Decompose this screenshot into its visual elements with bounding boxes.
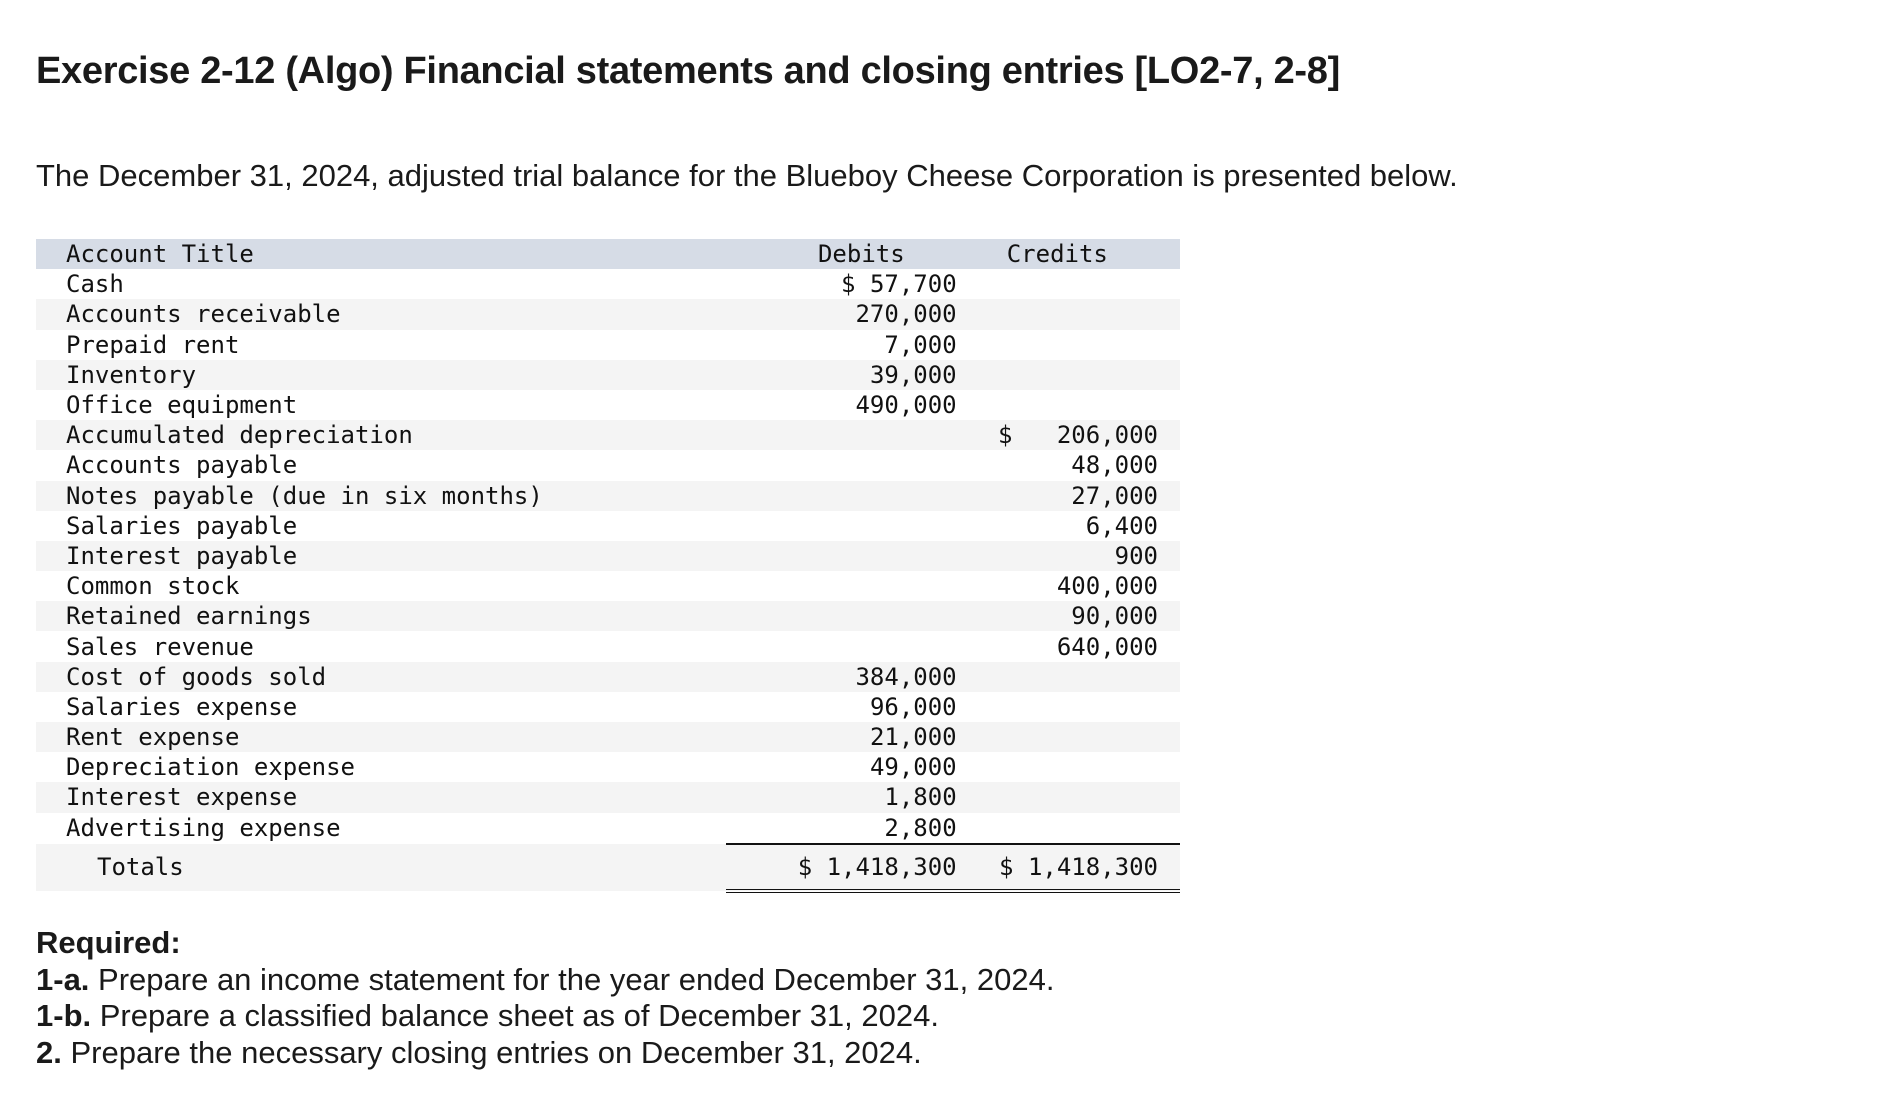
account-title-cell: Common stock	[66, 572, 240, 601]
totals-row	[36, 844, 1180, 891]
required-section	[36, 925, 1054, 1071]
debit-cell: 7,000	[884, 330, 957, 359]
required-item-text: Prepare a classified balance sheet as of December 31, 2024.	[99, 998, 939, 1033]
account-title-cell: Inventory	[66, 360, 197, 389]
credit-cell	[957, 782, 1180, 812]
table-row	[36, 511, 1180, 541]
required-heading: Required:	[36, 925, 181, 960]
table-row	[36, 601, 1180, 631]
credit-cell	[957, 722, 1180, 752]
debit-cell: 2,800	[884, 813, 957, 842]
credit-cell: 900	[1114, 541, 1158, 570]
table-row	[36, 481, 1180, 511]
debit-cell	[726, 541, 957, 571]
debit-cell: 39,000	[869, 360, 957, 389]
credit-value: 206,000	[1056, 421, 1158, 450]
account-title-cell: Accumulated depreciation	[66, 421, 413, 450]
debit-cell	[726, 481, 957, 511]
account-title-cell: Cost of goods sold	[66, 662, 327, 691]
credit-cell	[957, 692, 1180, 722]
credit-cell	[957, 299, 1180, 329]
debit-cell: 21,000	[869, 723, 957, 752]
account-title-cell: Prepaid rent	[66, 330, 240, 359]
credit-cell	[957, 752, 1180, 782]
exercise-intro: The December 31, 2024, adjusted trial balance for the Blueboy Cheese Corporation is presented below.	[36, 158, 1458, 193]
table-row	[36, 330, 1180, 360]
credit-cell: 48,000	[1071, 451, 1158, 480]
header-account-title: Account Title	[66, 240, 254, 269]
required-item-text: Prepare the necessary closing entries on December 31, 2024.	[70, 1034, 922, 1070]
table-row	[36, 722, 1180, 752]
debit-cell: 96,000	[869, 692, 957, 721]
debit-cell	[726, 601, 957, 631]
account-title-cell: Retained earnings	[66, 602, 312, 631]
table-row	[36, 390, 1180, 420]
credit-cell	[957, 360, 1180, 390]
totals-label: Totals	[97, 853, 184, 882]
debit-cell	[726, 631, 957, 661]
credit-cell	[957, 390, 1180, 420]
required-item-text: Prepare an income statement for the year ended December 31, 2024.	[98, 961, 1055, 997]
required-item-1b	[36, 998, 1054, 1035]
required-item-label: 2.	[36, 1034, 62, 1070]
account-title-cell: Accounts receivable	[66, 300, 341, 329]
table-header-row	[36, 239, 1180, 269]
debit-cell: 384,000	[855, 662, 957, 691]
account-title-cell: Depreciation expense	[66, 753, 355, 782]
totals-debit: $ 1,418,300	[726, 844, 957, 891]
debit-cell: $ 57,700	[841, 270, 957, 299]
table-row	[36, 782, 1180, 812]
debit-cell: 270,000	[855, 300, 957, 329]
table-row	[36, 692, 1180, 722]
table-row	[36, 571, 1180, 601]
credit-cell: 400,000	[1056, 572, 1158, 601]
table-row	[36, 541, 1180, 571]
table-row	[36, 631, 1180, 661]
required-item-1a	[36, 962, 1054, 999]
credit-cell	[957, 813, 1180, 844]
table-row	[36, 299, 1180, 329]
account-title-cell: Salaries expense	[66, 692, 298, 721]
table-row	[36, 813, 1180, 844]
account-title-cell: Salaries payable	[66, 511, 298, 540]
dollar-sign: $	[998, 421, 1013, 450]
header-debits: Debits	[817, 240, 905, 269]
account-title-cell: Advertising expense	[66, 814, 341, 843]
required-item-2	[36, 1035, 1054, 1072]
credit-cell	[957, 269, 1180, 299]
trial-balance-rows	[36, 269, 1180, 844]
exercise-title: Exercise 2-12 (Algo) Financial statements and closing entries [LO2-7, 2-8]	[36, 50, 1340, 92]
debit-cell: 1,800	[884, 783, 957, 812]
account-title-cell: Notes payable (due in six months)	[66, 481, 543, 510]
debit-cell: 49,000	[869, 753, 957, 782]
credit-cell: 6,400	[1085, 511, 1158, 540]
table-row	[36, 420, 1180, 450]
debit-cell: 490,000	[855, 391, 957, 420]
account-title-cell: Accounts payable	[66, 451, 298, 480]
account-title-cell: Interest expense	[66, 783, 298, 812]
account-title-cell: Office equipment	[66, 391, 298, 420]
account-title-cell: Cash	[66, 270, 124, 299]
table-row	[36, 360, 1180, 390]
totals-credit: $ 1,418,300	[957, 844, 1180, 891]
debit-cell	[726, 571, 957, 601]
debit-cell	[726, 511, 957, 541]
table-row	[36, 450, 1180, 480]
account-title-cell: Rent expense	[66, 723, 240, 752]
debit-cell	[726, 450, 957, 480]
header-credits: Credits	[1006, 240, 1108, 269]
table-row	[36, 662, 1180, 692]
credit-cell: 90,000	[1071, 602, 1158, 631]
credit-cell: 640,000	[1056, 632, 1158, 661]
credit-cell	[957, 420, 1180, 450]
table-row	[36, 752, 1180, 782]
table-row	[36, 269, 1180, 299]
credit-cell: 27,000	[1071, 481, 1158, 510]
required-item-label: 1-b.	[36, 998, 92, 1033]
required-item-label: 1-a.	[36, 961, 90, 997]
credit-cell	[957, 330, 1180, 360]
debit-cell	[726, 420, 957, 450]
account-title-cell: Sales revenue	[66, 632, 254, 661]
credit-cell	[957, 662, 1180, 692]
trial-balance-table	[36, 239, 1180, 893]
account-title-cell: Interest payable	[66, 541, 298, 570]
